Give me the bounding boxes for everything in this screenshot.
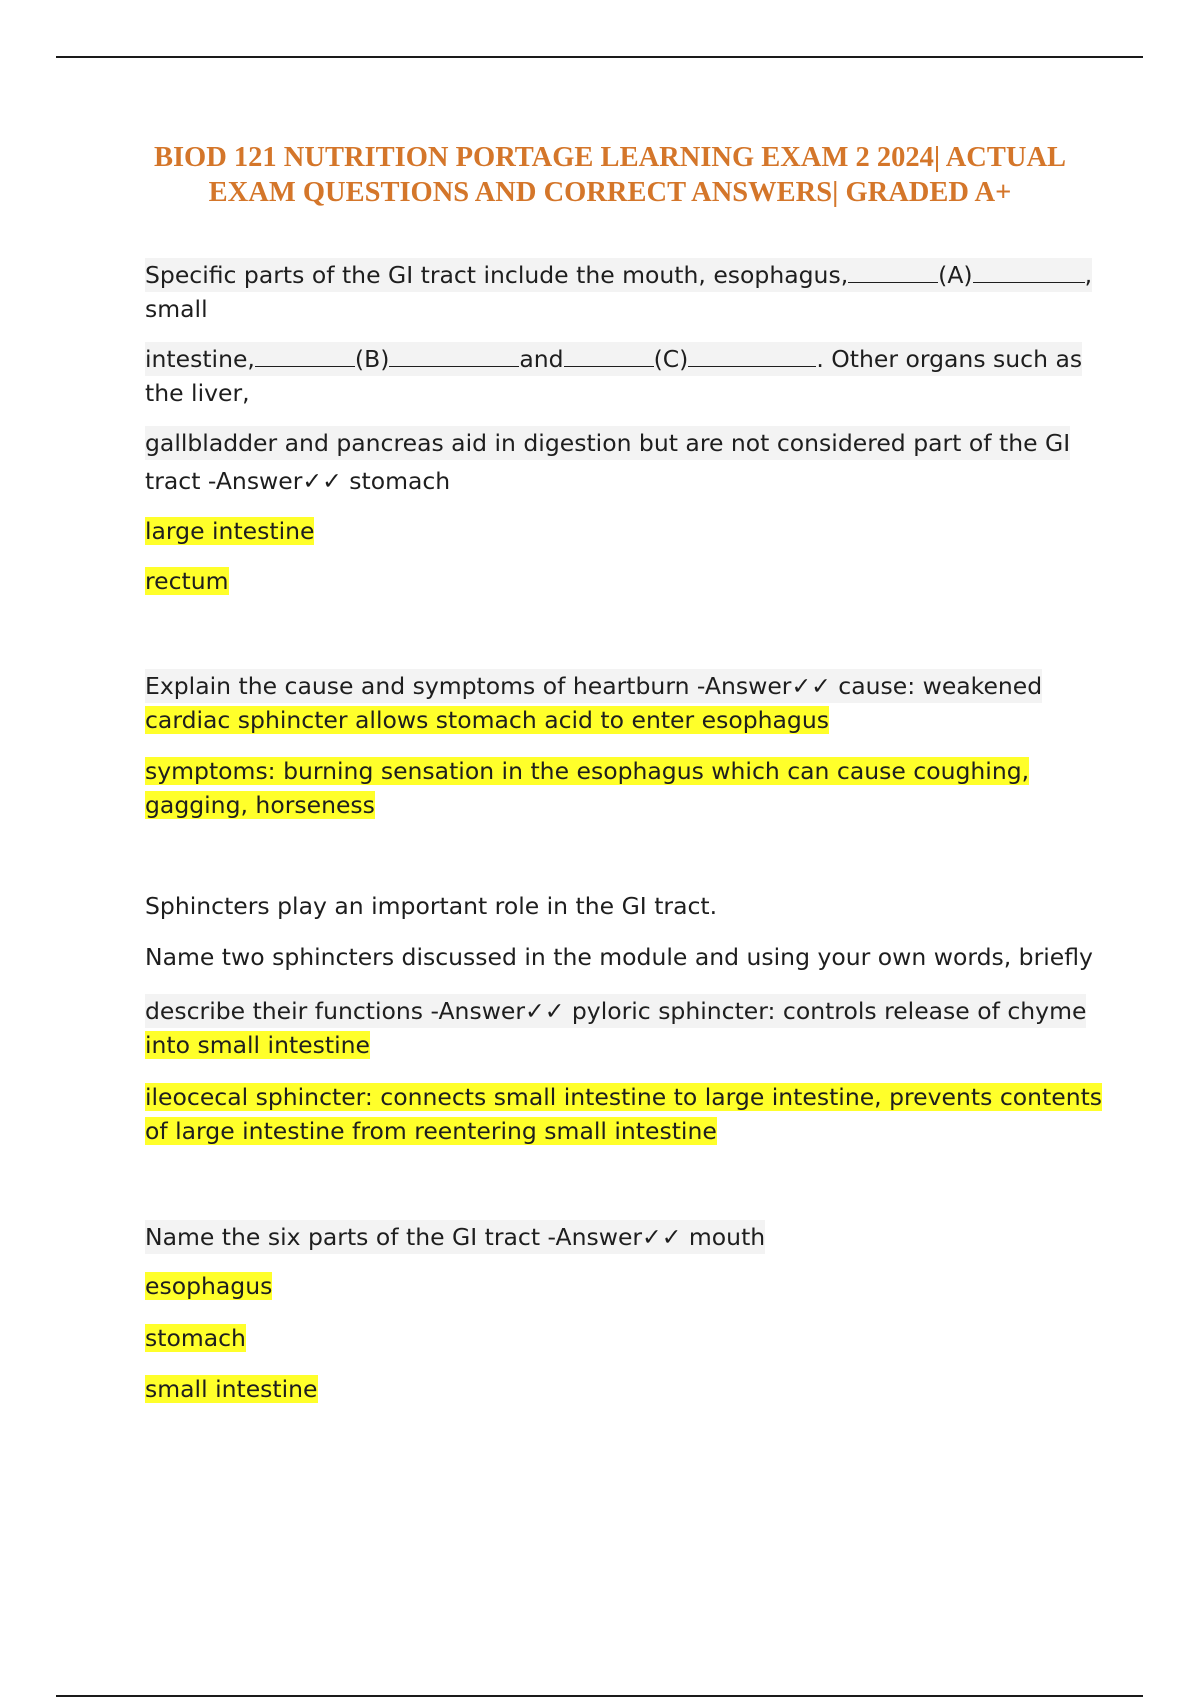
q4-line-1: Name the six parts of the GI tract -Answer✓✓ mouth — [145, 1220, 765, 1254]
q3-line-6: of large intestine from reentering small intestine — [145, 1117, 717, 1145]
q1-line-6: tract -Answer✓✓ stomach — [145, 467, 451, 495]
q3-line-3: describe their functions -Answer✓✓ pyloric sphincter: controls release of chyme — [145, 994, 1086, 1028]
q3-line-2: Name two sphincters discussed in the module and using your own words, briefly — [145, 943, 1093, 971]
q2-line-1: Explain the cause and symptoms of heartburn -Answer✓✓ cause: weakened — [145, 669, 1042, 703]
q3-line-1: Sphincters play an important role in the GI tract. — [145, 892, 718, 920]
q2-line-3: symptoms: burning sensation in the esophagus which can cause coughing, — [145, 757, 1030, 785]
q1-line-4: the liver, — [145, 379, 250, 407]
q2-line-4: gagging, horseness — [145, 791, 375, 819]
q4-answer-2: stomach — [145, 1324, 246, 1352]
blank-line — [255, 344, 355, 367]
blank-b-label: (B) — [354, 345, 390, 373]
blank-line — [389, 344, 519, 367]
blank-line — [973, 260, 1085, 283]
q4-answer-1: esophagus — [145, 1272, 273, 1300]
q1-line-1: Specific parts of the GI tract include the mouth, esophagus, (A) , — [145, 258, 1092, 292]
blank-line — [688, 344, 816, 367]
blank-a-label: (A) — [938, 261, 973, 289]
q1-line-3: intestine, (B) and (C) . Other organs such as — [145, 342, 1082, 376]
q4-answer-3: small intestine — [145, 1375, 318, 1403]
footer-rule — [56, 1695, 1143, 1697]
blank-line — [848, 260, 938, 283]
q1-answer-2: rectum — [145, 567, 229, 595]
q3-line-4: into small intestine — [145, 1031, 370, 1059]
title-line-2: EXAM QUESTIONS AND CORRECT ANSWERS| GRADED A+ — [208, 177, 1012, 208]
q2-line-2: cardiac sphincter allows stomach acid to enter esophagus — [145, 706, 829, 734]
title-line-1: BIOD 121 NUTRITION PORTAGE LEARNING EXAM 2 2024| ACTUAL — [153, 142, 1067, 173]
q1-answer-1: large intestine — [145, 517, 315, 545]
q3-line-5: ileocecal sphincter: connects small intestine to large intestine, prevents contents — [145, 1083, 1103, 1111]
blank-c-label: (C) — [653, 345, 689, 373]
q1-line-2: small — [145, 295, 208, 323]
blank-line — [564, 344, 654, 367]
q1-line-5: gallbladder and pancreas aid in digestion but are not considered part of the GI — [145, 426, 1070, 460]
